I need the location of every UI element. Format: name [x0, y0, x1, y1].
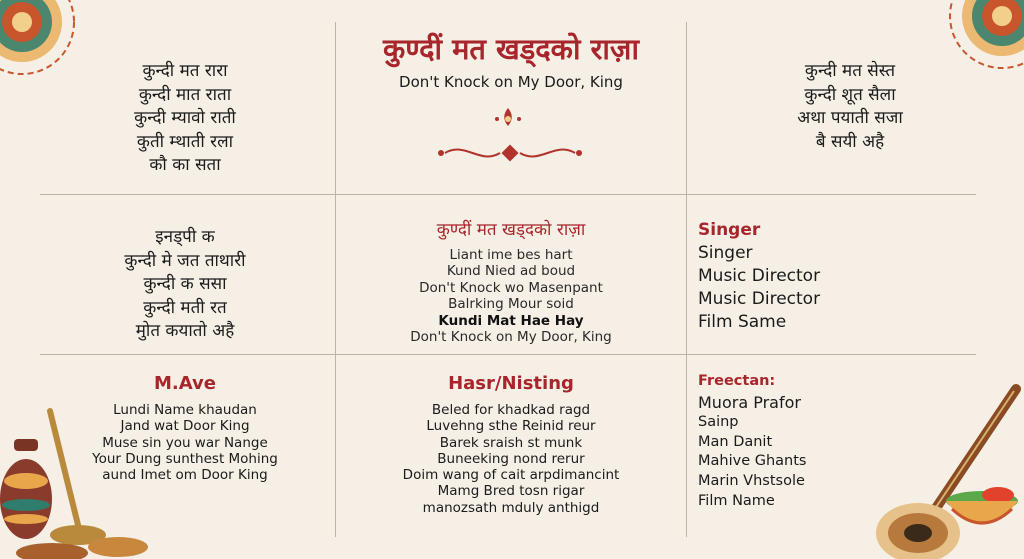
header: [340, 30, 682, 92]
divider-horizontal-top: [40, 194, 976, 195]
scroll-divider-icon: [435, 136, 585, 170]
lyric-line: Luvehng sthe Reinid reur: [426, 418, 596, 435]
lyric-line: Barek sraish st munk: [439, 434, 583, 451]
verse-line: कुन्दी शूत सैला: [804, 84, 896, 105]
lyric-line: Kund Nied ad boud: [446, 263, 576, 280]
credits-heading: Singer: [698, 220, 761, 240]
section-heading: Hasr/Nisting: [448, 373, 574, 394]
credit-item: Muora Prafor: [698, 392, 801, 412]
verse-middle-left: [50, 226, 320, 344]
lyric-line: Kundi Mat Hae Hay: [438, 312, 584, 329]
lyric-line: manozsath mduly anthigd: [422, 499, 600, 516]
lamp-ornament-icon: [493, 104, 523, 134]
credits-panel: [698, 219, 968, 334]
lyric-line: Mamg Bred tosn rigar: [437, 483, 585, 500]
lyric-line: Your Dung sunthest Mohing: [92, 450, 278, 467]
verse-line: कुन्दी मात राता: [138, 84, 232, 105]
lyric-line: aund Imet om Door King: [102, 467, 268, 484]
verse-line: कुती म्थाती रला: [136, 131, 234, 152]
verse-line: कुन्दी मत रारा: [142, 61, 228, 81]
credit-item: Music Director: [698, 266, 821, 286]
verse-line: कौ का सता: [149, 155, 221, 175]
color-powder-bowl-icon: [940, 473, 1024, 539]
verse-line: अथा पयाती सजा: [797, 108, 903, 128]
verse-line: कुन्दी मत सेस्त: [804, 61, 896, 81]
section-heading: कुण्दीं मत खड्दको राज़ा: [436, 220, 586, 240]
section-heading: Freectan:: [698, 373, 776, 389]
page-subtitle: Don't Knock on My Door, King: [399, 73, 623, 91]
lyric-line: Beled for khadkad ragd: [431, 402, 591, 418]
lyric-line: Don't Knock wo Masenpant: [419, 279, 603, 296]
credit-item: Music Director: [698, 289, 821, 309]
verse-line: इनड्पी क: [155, 227, 215, 247]
lyric-line: Lundi Name khaudan: [113, 402, 257, 418]
credit-item: Sainp: [698, 413, 739, 430]
lyric-line: Muse sin you war Nange: [102, 434, 268, 451]
verse-top-left: [60, 60, 310, 178]
credit-item: Man Danit: [698, 433, 773, 450]
verse-top-right: [730, 60, 970, 154]
lyric-line: Don't Knock on My Door, King: [410, 329, 612, 346]
section-heading: M.Ave: [154, 373, 216, 394]
credit-item: Film Same: [698, 312, 787, 332]
divider-horizontal-bottom: [40, 354, 976, 355]
lyric-line: Buneeking nond rerur: [437, 450, 585, 467]
credit-item: Film Name: [698, 492, 775, 509]
verse-line: कुन्दी क ससा: [143, 274, 227, 294]
divider-vertical-right: [686, 22, 687, 537]
page-title: कुण्दीं मत खड्दको राज़ा: [383, 32, 639, 66]
section-bottom-center: [340, 372, 682, 516]
verse-line: कुन्दी मे जत ताथारी: [124, 250, 246, 271]
verse-line: कुन्दी म्यावो राती: [134, 108, 236, 128]
verse-line: मुोत कयातो अहै: [135, 321, 235, 341]
song-section-middle: [340, 218, 682, 345]
clay-pot-icon: [0, 407, 150, 559]
lyric-line: Jand wat Door King: [120, 418, 250, 435]
verse-line: बै सयी अहै: [815, 131, 885, 152]
credit-item: Singer: [698, 243, 753, 263]
section-bottom-right: [698, 372, 898, 512]
divider-vertical-left: [335, 22, 336, 537]
lyric-line: Balrking Mour soid: [448, 296, 574, 313]
credit-item: Marin Vhstsole: [698, 473, 805, 490]
lyric-line: Doim wang of cait arpdimancint: [402, 467, 620, 484]
lyric-line: Liant ime bes hart: [449, 247, 573, 263]
credit-item: Mahive Ghants: [698, 453, 807, 470]
verse-line: कुन्दी मती रत: [143, 297, 227, 318]
